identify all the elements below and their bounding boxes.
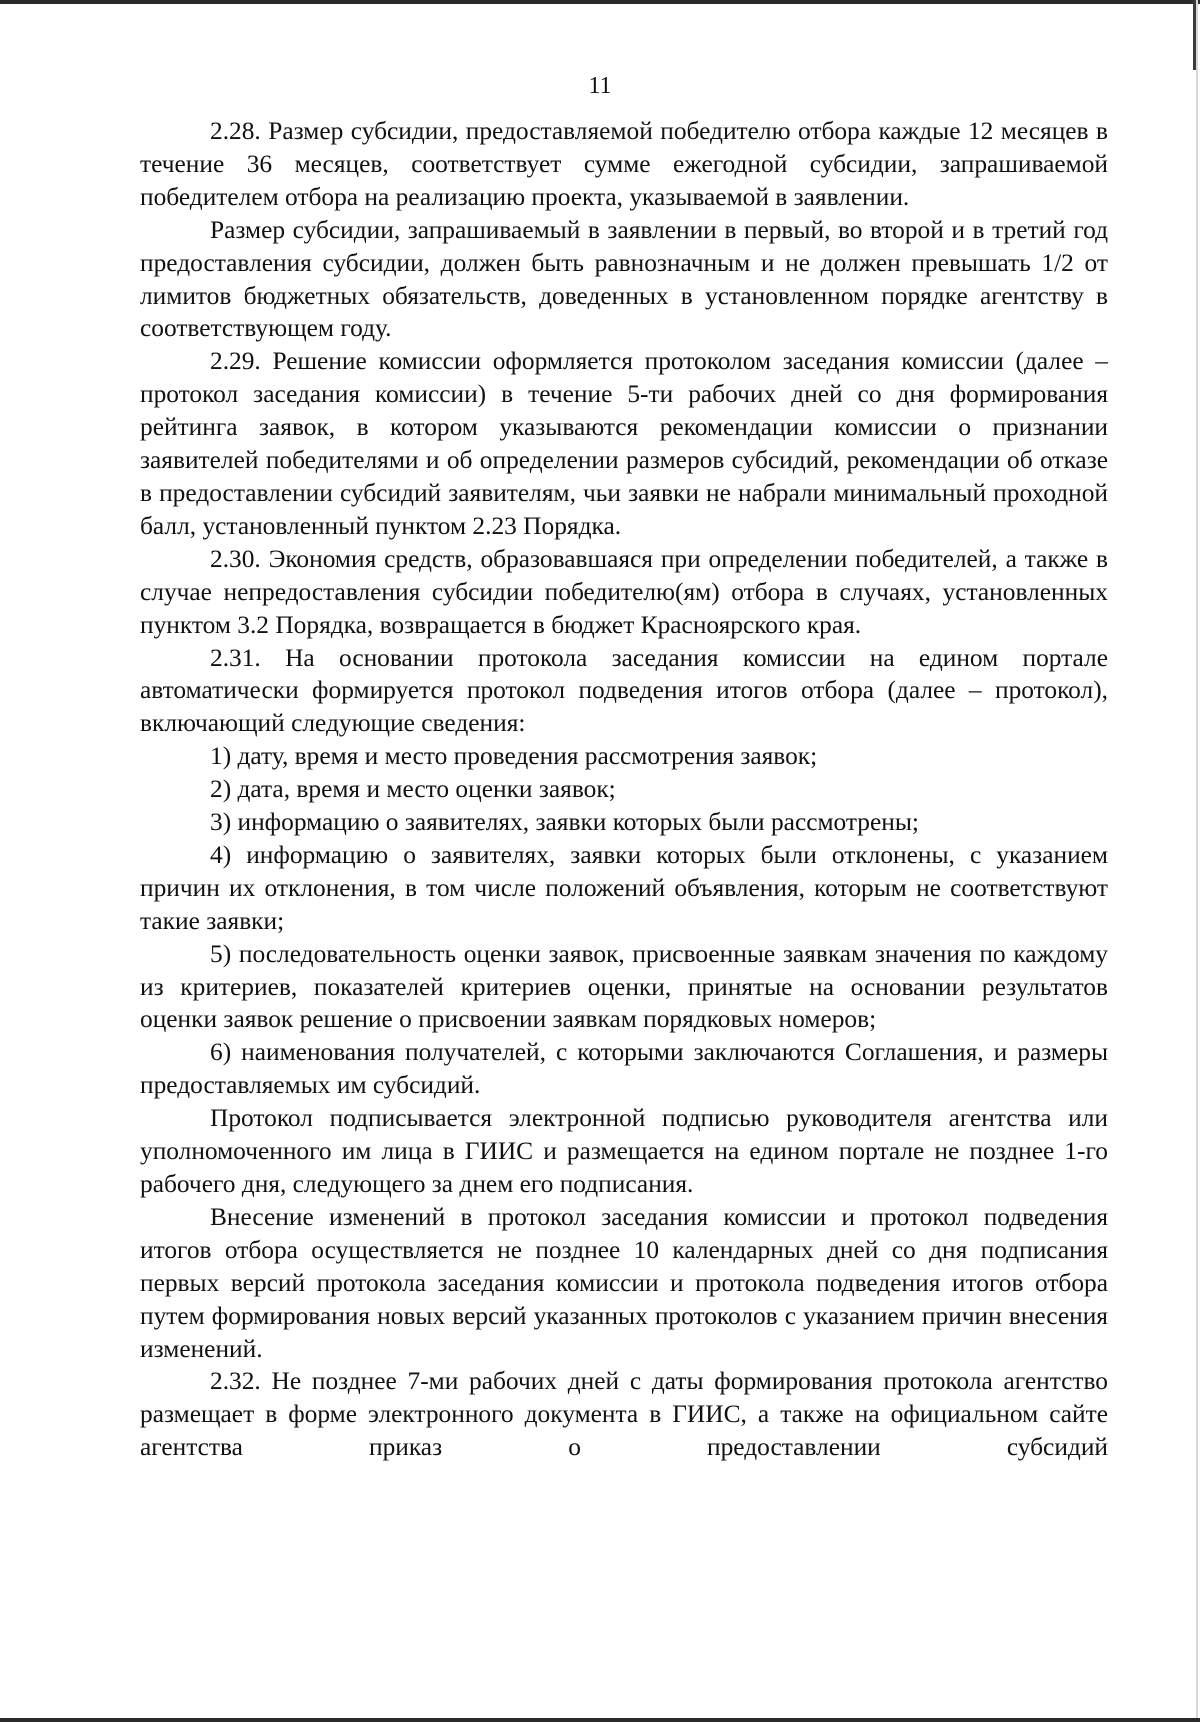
paragraph-subsidy-size: Размер субсидии, запрашиваемый в заявлении в первый, во второй и в третий год предоставления субсидии, должен быть равнозначным и не должен превышать 1/2 от лимитов бюджетных обязательств, доведенных в установленном порядке агентству в соответствующем году. bbox=[140, 215, 1108, 343]
paragraph-2-32: 2.32. Не позднее 7-ми рабочих дней с даты формирования протокола агентство размещает в форме электронного документа в ГИИС, а также на официальном сайте агентства приказ о предоставлении субсидий bbox=[140, 1367, 1108, 1462]
list-item-2: 2) дата, время и место оценки заявок; bbox=[210, 775, 616, 804]
paragraph-2-28: 2.28. Размер субсидии, предоставляемой победителю отбора каждые 12 месяцев в течение 36 месяцев, соответствует сумме ежегодной субсидии, запрашиваемой победителем отбора на реализацию проекта, указываемой в заявлении. bbox=[140, 117, 1108, 211]
list-item-5: 5) последовательность оценки заявок, присвоенные заявкам значения по каждому из критериев, показателей критериев оценки, принятые на основании результатов оценки заявок решение о присвоении заявкам порядковых номеров; bbox=[140, 939, 1108, 1034]
document-body bbox=[140, 115, 1108, 1464]
list-item-6: 6) наименования получателей, с которыми заключаются Соглашения, и размеры предоставляемых им субсидий. bbox=[140, 1038, 1108, 1100]
list-item-3: 3) информацию о заявителях, заявки которых были рассмотрены; bbox=[210, 808, 919, 837]
page-number: 11 bbox=[588, 73, 612, 99]
scan-bottom-edge bbox=[0, 1718, 1200, 1722]
scan-right-edge bbox=[1196, 0, 1198, 1722]
paragraph-2-29: 2.29. Решение комиссии оформляется протоколом заседания комиссии (далее – протокол заседания комиссии) в течение 5-ти рабочих дней со дня формирования рейтинга заявок, в котором указываются рекомендации комиссии о признании заявителей победителями и об определении размеров субсидий, рекомендации об отказе в предоставлении субсидий заявителям, чьи заявки не набрали минимальный проходной балл, установленный пунктом 2.23 Порядка. bbox=[140, 347, 1108, 540]
paragraph-protocol-signing: Протокол подписывается электронной подписью руководителя агентства или уполномоченного им лица в ГИИС и размещается на едином портале не позднее 1-го рабочего дня, следующего за днем его подписания. bbox=[140, 1104, 1108, 1198]
paragraph-2-30: 2.30. Экономия средств, образовавшаяся при определении победителей, а также в случае непредоставления субсидии победителю(ям) отбора в случаях, установленных пунктом 3.2 Порядка, возвращается в бюджет Красноярского края. bbox=[140, 544, 1108, 639]
scan-top-edge bbox=[0, 0, 1200, 4]
list-item-4: 4) информацию о заявителях, заявки которых были отклонены, с указанием причин их отклонения, в том числе положений объявления, которым не соответствуют такие заявки; bbox=[140, 840, 1108, 935]
list-item-1: 1) дату, время и место проведения рассмотрения заявок; bbox=[210, 742, 818, 771]
paragraph-2-31: 2.31. На основании протокола заседания комиссии на едином портале автоматически формируется протокол подведения итогов отбора (далее – протокол), включающий следующие сведения: bbox=[140, 643, 1108, 738]
paragraph-protocol-changes: Внесение изменений в протокол заседания комиссии и протокол подведения итогов отбора осуществляется не позднее 10 календарных дней со дня подписания первых версий протокола заседания комиссии и протокола подведения итогов отбора путем формирования новых версий указанных протоколов с указанием причин внесения изменений. bbox=[140, 1202, 1108, 1363]
